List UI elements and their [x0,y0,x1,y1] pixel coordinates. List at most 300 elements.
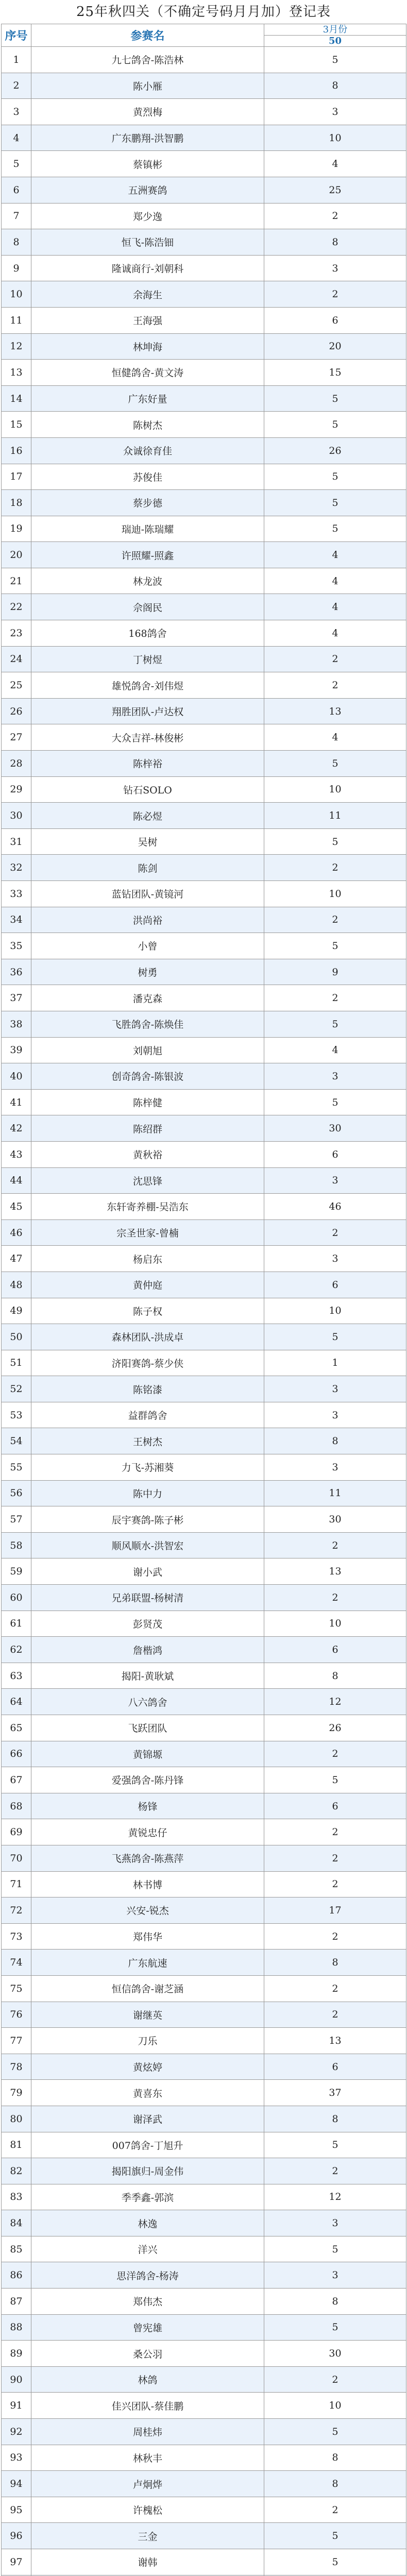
table-row [2,1141,406,1167]
row-number: 90 [2,2366,31,2393]
row-value: 5 [264,1324,406,1350]
row-number: 19 [2,516,31,542]
row-value: 17 [264,1897,406,1924]
row-name: 桑公羽 [31,2341,264,2367]
row-name: 王树杰 [31,1428,264,1454]
table-row [2,1506,406,1533]
row-name: 黄秋裕 [31,1141,264,1167]
table-row [2,1350,406,1376]
row-number: 64 [2,1689,31,1715]
table-row [2,2054,406,2080]
row-value: 2 [264,1871,406,1897]
row-number: 86 [2,2262,31,2289]
table-row [2,855,406,881]
row-name: 瑞迪-陈瑞耀 [31,516,264,542]
row-name: 林秋丰 [31,2445,264,2471]
row-name: 三金 [31,2523,264,2549]
table-row [2,2497,406,2523]
row-value: 5 [264,933,406,959]
table-row [2,2210,406,2236]
row-name: 兄弟联盟-杨树清 [31,1585,264,1611]
row-value: 6 [264,1141,406,1167]
row-number: 18 [2,490,31,516]
row-number: 83 [2,2184,31,2210]
row-number: 60 [2,1585,31,1611]
row-name: 钻石SOLO [31,776,264,803]
row-number: 21 [2,568,31,594]
row-number: 29 [2,776,31,803]
table-row [2,1063,406,1090]
row-number: 73 [2,1923,31,1950]
row-value: 6 [264,1793,406,1819]
row-number: 55 [2,1454,31,1481]
row-name: 兴安-锐杰 [31,1897,264,1924]
row-value: 4 [264,594,406,620]
table-row [2,2289,406,2315]
table-row [2,177,406,203]
row-name: 沈思锋 [31,1167,264,1194]
row-value: 11 [264,803,406,829]
row-value: 5 [264,2419,406,2445]
column-header-period: 3月份 [264,24,406,36]
row-value: 5 [264,412,406,438]
row-name: 郑伟杰 [31,2289,264,2315]
row-value: 4 [264,568,406,594]
row-name: 陈梓裕 [31,751,264,777]
row-number: 16 [2,437,31,464]
table-row [2,1950,406,1976]
row-number: 88 [2,2314,31,2341]
row-value: 2 [264,1923,406,1950]
row-name: 季季鑫-郭滨 [31,2184,264,2210]
row-name: 飞燕鸽舍-陈燕萍 [31,1845,264,1871]
row-value: 2 [264,1219,406,1246]
row-value: 4 [264,1037,406,1063]
row-number: 89 [2,2341,31,2367]
row-number: 42 [2,1115,31,1142]
column-header-seq: 序号 [2,24,31,47]
row-value: 2 [264,1819,406,1845]
row-value: 6 [264,1637,406,1663]
row-name: 揭阳旗归-周金伟 [31,2158,264,2184]
row-number: 34 [2,907,31,933]
row-value: 2 [264,646,406,672]
row-name: 东轩寄养棚-吴浩东 [31,1194,264,1220]
row-number: 53 [2,1402,31,1428]
row-name: 黄炫婷 [31,2054,264,2080]
row-value: 5 [264,385,406,412]
row-name: 森林团队-洪成卓 [31,1324,264,1350]
row-number: 68 [2,1793,31,1819]
row-name: 杨启东 [31,1246,264,1272]
table-row [2,1167,406,1194]
row-name: 陈小雁 [31,73,264,99]
table-row [2,1585,406,1611]
registration-table [1,24,406,2576]
table-row [2,1324,406,1350]
table-row [2,490,406,516]
row-value: 5 [264,47,406,73]
row-number: 40 [2,1063,31,1090]
row-number: 85 [2,2236,31,2262]
table-row [2,1741,406,1767]
row-value: 6 [264,1272,406,1298]
row-number: 75 [2,1975,31,2002]
row-number: 44 [2,1167,31,1194]
table-row [2,1663,406,1689]
row-name: 济阳赛鸽-蔡少侠 [31,1350,264,1376]
row-number: 24 [2,646,31,672]
row-value: 26 [264,437,406,464]
row-value: 5 [264,2132,406,2158]
row-number: 92 [2,2419,31,2445]
table-row [2,2523,406,2549]
table-row [2,1845,406,1871]
row-number: 91 [2,2393,31,2419]
table-row [2,2471,406,2497]
row-number: 43 [2,1141,31,1167]
table-row [2,1871,406,1897]
row-number: 11 [2,307,31,333]
row-value: 12 [264,1689,406,1715]
row-number: 30 [2,803,31,829]
row-number: 22 [2,594,31,620]
row-value: 3 [264,2210,406,2236]
table-row [2,151,406,177]
row-number: 3 [2,99,31,125]
table-row [2,1246,406,1272]
table-row [2,568,406,594]
table-row [2,281,406,308]
row-number: 5 [2,151,31,177]
table-row [2,542,406,568]
row-name: 168鸽舍 [31,620,264,647]
row-number: 38 [2,1011,31,1037]
row-name: 隆诚商行-刘朝科 [31,255,264,281]
table-row [2,464,406,490]
row-number: 32 [2,855,31,881]
row-number: 65 [2,1715,31,1741]
table-row [2,803,406,829]
table-row [2,2158,406,2184]
row-value: 5 [264,2523,406,2549]
row-name: 曾宪雄 [31,2314,264,2341]
row-value: 10 [264,1611,406,1637]
row-value: 30 [264,1115,406,1142]
row-name: 林龙波 [31,568,264,594]
row-number: 59 [2,1558,31,1585]
row-name: 黄烈梅 [31,99,264,125]
table-row [2,1428,406,1454]
row-name: 苏俊佳 [31,464,264,490]
row-number: 54 [2,1428,31,1454]
row-number: 23 [2,620,31,647]
row-value: 5 [264,1011,406,1037]
row-name: 刘朝旭 [31,1037,264,1063]
row-value: 46 [264,1194,406,1220]
table-row [2,881,406,907]
row-value: 10 [264,125,406,151]
row-name: 佳兴团队-蔡佳鹏 [31,2393,264,2419]
row-number: 31 [2,828,31,855]
row-name: 陈必煜 [31,803,264,829]
table-row [2,1298,406,1324]
row-number: 49 [2,1298,31,1324]
row-name: 蔡步德 [31,490,264,516]
table-row [2,2132,406,2158]
row-value: 6 [264,2054,406,2080]
table-row [2,1897,406,1924]
row-name: 蔡镇彬 [31,151,264,177]
table-row [2,333,406,360]
table-row [2,724,406,751]
row-number: 37 [2,985,31,1011]
row-value: 26 [264,1715,406,1741]
row-name: 蓝钻团队-黄镜河 [31,881,264,907]
row-value: 4 [264,724,406,751]
row-value: 30 [264,2341,406,2367]
row-value: 2 [264,203,406,229]
row-name: 九七鸽舍-陈浩林 [31,47,264,73]
row-name: 创奇鸽舍-陈银波 [31,1063,264,1090]
table-row [2,1819,406,1845]
row-name: 飞胜鸽舍-陈焕佳 [31,1011,264,1037]
row-number: 25 [2,672,31,699]
table-row [2,2080,406,2106]
row-number: 74 [2,1950,31,1976]
row-name: 杨锋 [31,1793,264,1819]
row-value: 2 [264,1532,406,1558]
row-name: 谢继英 [31,2002,264,2028]
row-value: 2 [264,2497,406,2523]
row-number: 7 [2,203,31,229]
table-row [2,1715,406,1741]
row-number: 52 [2,1376,31,1402]
table-row [2,412,406,438]
row-number: 27 [2,724,31,751]
row-value: 30 [264,1506,406,1533]
row-number: 17 [2,464,31,490]
table-row [2,2314,406,2341]
row-value: 2 [264,985,406,1011]
row-number: 51 [2,1350,31,1376]
row-value: 25 [264,177,406,203]
row-value: 2 [264,907,406,933]
row-number: 79 [2,2080,31,2106]
table-row [2,2002,406,2028]
row-name: 恒飞-陈浩钿 [31,229,264,256]
row-name: 黄锐忠仔 [31,1819,264,1845]
row-name: 谢小武 [31,1558,264,1585]
row-number: 15 [2,412,31,438]
row-number: 14 [2,385,31,412]
table-row [2,1011,406,1037]
row-value: 2 [264,1845,406,1871]
table-row [2,907,406,933]
row-number: 33 [2,881,31,907]
row-number: 35 [2,933,31,959]
row-name: 许槐松 [31,2497,264,2523]
table-row [2,437,406,464]
table-row [2,751,406,777]
row-number: 2 [2,73,31,99]
row-value: 3 [264,255,406,281]
row-number: 80 [2,2106,31,2132]
row-value: 8 [264,2445,406,2471]
row-number: 10 [2,281,31,308]
row-number: 9 [2,255,31,281]
row-value: 2 [264,855,406,881]
row-number: 50 [2,1324,31,1350]
row-number: 56 [2,1480,31,1506]
table-row [2,1115,406,1142]
row-value: 2 [264,1975,406,2002]
table-row [2,620,406,647]
row-number: 93 [2,2445,31,2471]
table-row [2,1402,406,1428]
row-name: 八六鸽舍 [31,1689,264,1715]
row-name: 宗圣世家-曾楠 [31,1219,264,1246]
row-name: 陈剑 [31,855,264,881]
table-row [2,2262,406,2289]
row-name: 林书博 [31,1871,264,1897]
table-row [2,99,406,125]
row-value: 37 [264,2080,406,2106]
row-number: 87 [2,2289,31,2315]
table-row [2,1194,406,1220]
row-name: 陈子权 [31,1298,264,1324]
row-name: 陈梓健 [31,1089,264,1115]
table-body [2,47,406,2576]
row-value: 12 [264,2184,406,2210]
table-row [2,2106,406,2132]
table-row [2,516,406,542]
row-name: 思洋鸽舍-杨涛 [31,2262,264,2289]
column-header-name: 参赛名 [31,24,264,47]
row-number: 94 [2,2471,31,2497]
row-value: 9 [264,959,406,985]
table-row [2,646,406,672]
row-name: 刀乐 [31,2028,264,2054]
row-name: 恒健鸽舍-黄文涛 [31,360,264,386]
row-name: 卢炯烨 [31,2471,264,2497]
row-name: 陈绍群 [31,1115,264,1142]
table-row [2,255,406,281]
table-row [2,229,406,256]
row-value: 2 [264,2366,406,2393]
row-name: 益群鸽舍 [31,1402,264,1428]
row-value: 3 [264,1376,406,1402]
table-row [2,73,406,99]
table-row [2,385,406,412]
row-name: 周桂炜 [31,2419,264,2445]
row-number: 77 [2,2028,31,2054]
table-row [2,1689,406,1715]
table-row [2,1558,406,1585]
table-row [2,2445,406,2471]
row-name: 丁树煜 [31,646,264,672]
row-name: 恒信鸽舍-谢芝涵 [31,1975,264,2002]
row-value: 8 [264,73,406,99]
row-number: 97 [2,2549,31,2575]
row-value: 8 [264,1663,406,1689]
row-number: 63 [2,1663,31,1689]
row-name: 陈树杰 [31,412,264,438]
table-row [2,1089,406,1115]
row-number: 39 [2,1037,31,1063]
row-value: 8 [264,1428,406,1454]
table-row [2,594,406,620]
table-row [2,1793,406,1819]
table-row [2,307,406,333]
row-name: 007鸽舍-丁旭升 [31,2132,264,2158]
table-row [2,828,406,855]
row-value: 2 [264,2002,406,2028]
row-value: 2 [264,281,406,308]
row-number: 96 [2,2523,31,2549]
table-row [2,1219,406,1246]
row-number: 28 [2,751,31,777]
row-number: 26 [2,698,31,724]
row-value: 4 [264,151,406,177]
table-row [2,985,406,1011]
row-value: 10 [264,2393,406,2419]
row-name: 林逸 [31,2210,264,2236]
row-number: 45 [2,1194,31,1220]
row-value: 10 [264,1298,406,1324]
row-number: 13 [2,360,31,386]
row-value: 2 [264,672,406,699]
row-name: 黄锦塬 [31,1741,264,1767]
row-name: 佘阁民 [31,594,264,620]
row-number: 41 [2,1089,31,1115]
period-total: 50 [264,36,406,47]
row-number: 70 [2,1845,31,1871]
table-row [2,698,406,724]
table-row [2,2549,406,2575]
row-name: 飞跃团队 [31,1715,264,1741]
row-name: 潘克森 [31,985,264,1011]
row-name: 吴树 [31,828,264,855]
row-value: 3 [264,1454,406,1481]
table-row [2,1376,406,1402]
row-number: 4 [2,125,31,151]
row-value: 10 [264,881,406,907]
row-number: 12 [2,333,31,360]
row-value: 4 [264,620,406,647]
table-row [2,1767,406,1793]
row-number: 61 [2,1611,31,1637]
table-row [2,1532,406,1558]
table-row [2,125,406,151]
row-name: 顺风顺水-洪智宏 [31,1532,264,1558]
row-value: 8 [264,2289,406,2315]
table-row [2,2236,406,2262]
row-value: 2 [264,1741,406,1767]
row-name: 雄悦鸽舍-刘伟煜 [31,672,264,699]
row-number: 62 [2,1637,31,1663]
row-value: 3 [264,1167,406,1194]
table-row [2,2419,406,2445]
row-number: 66 [2,1741,31,1767]
row-name: 五洲赛鸽 [31,177,264,203]
row-value: 13 [264,698,406,724]
row-number: 47 [2,1246,31,1272]
row-value: 5 [264,2549,406,2575]
table-row [2,2341,406,2367]
row-value: 10 [264,776,406,803]
row-name: 树勇 [31,959,264,985]
